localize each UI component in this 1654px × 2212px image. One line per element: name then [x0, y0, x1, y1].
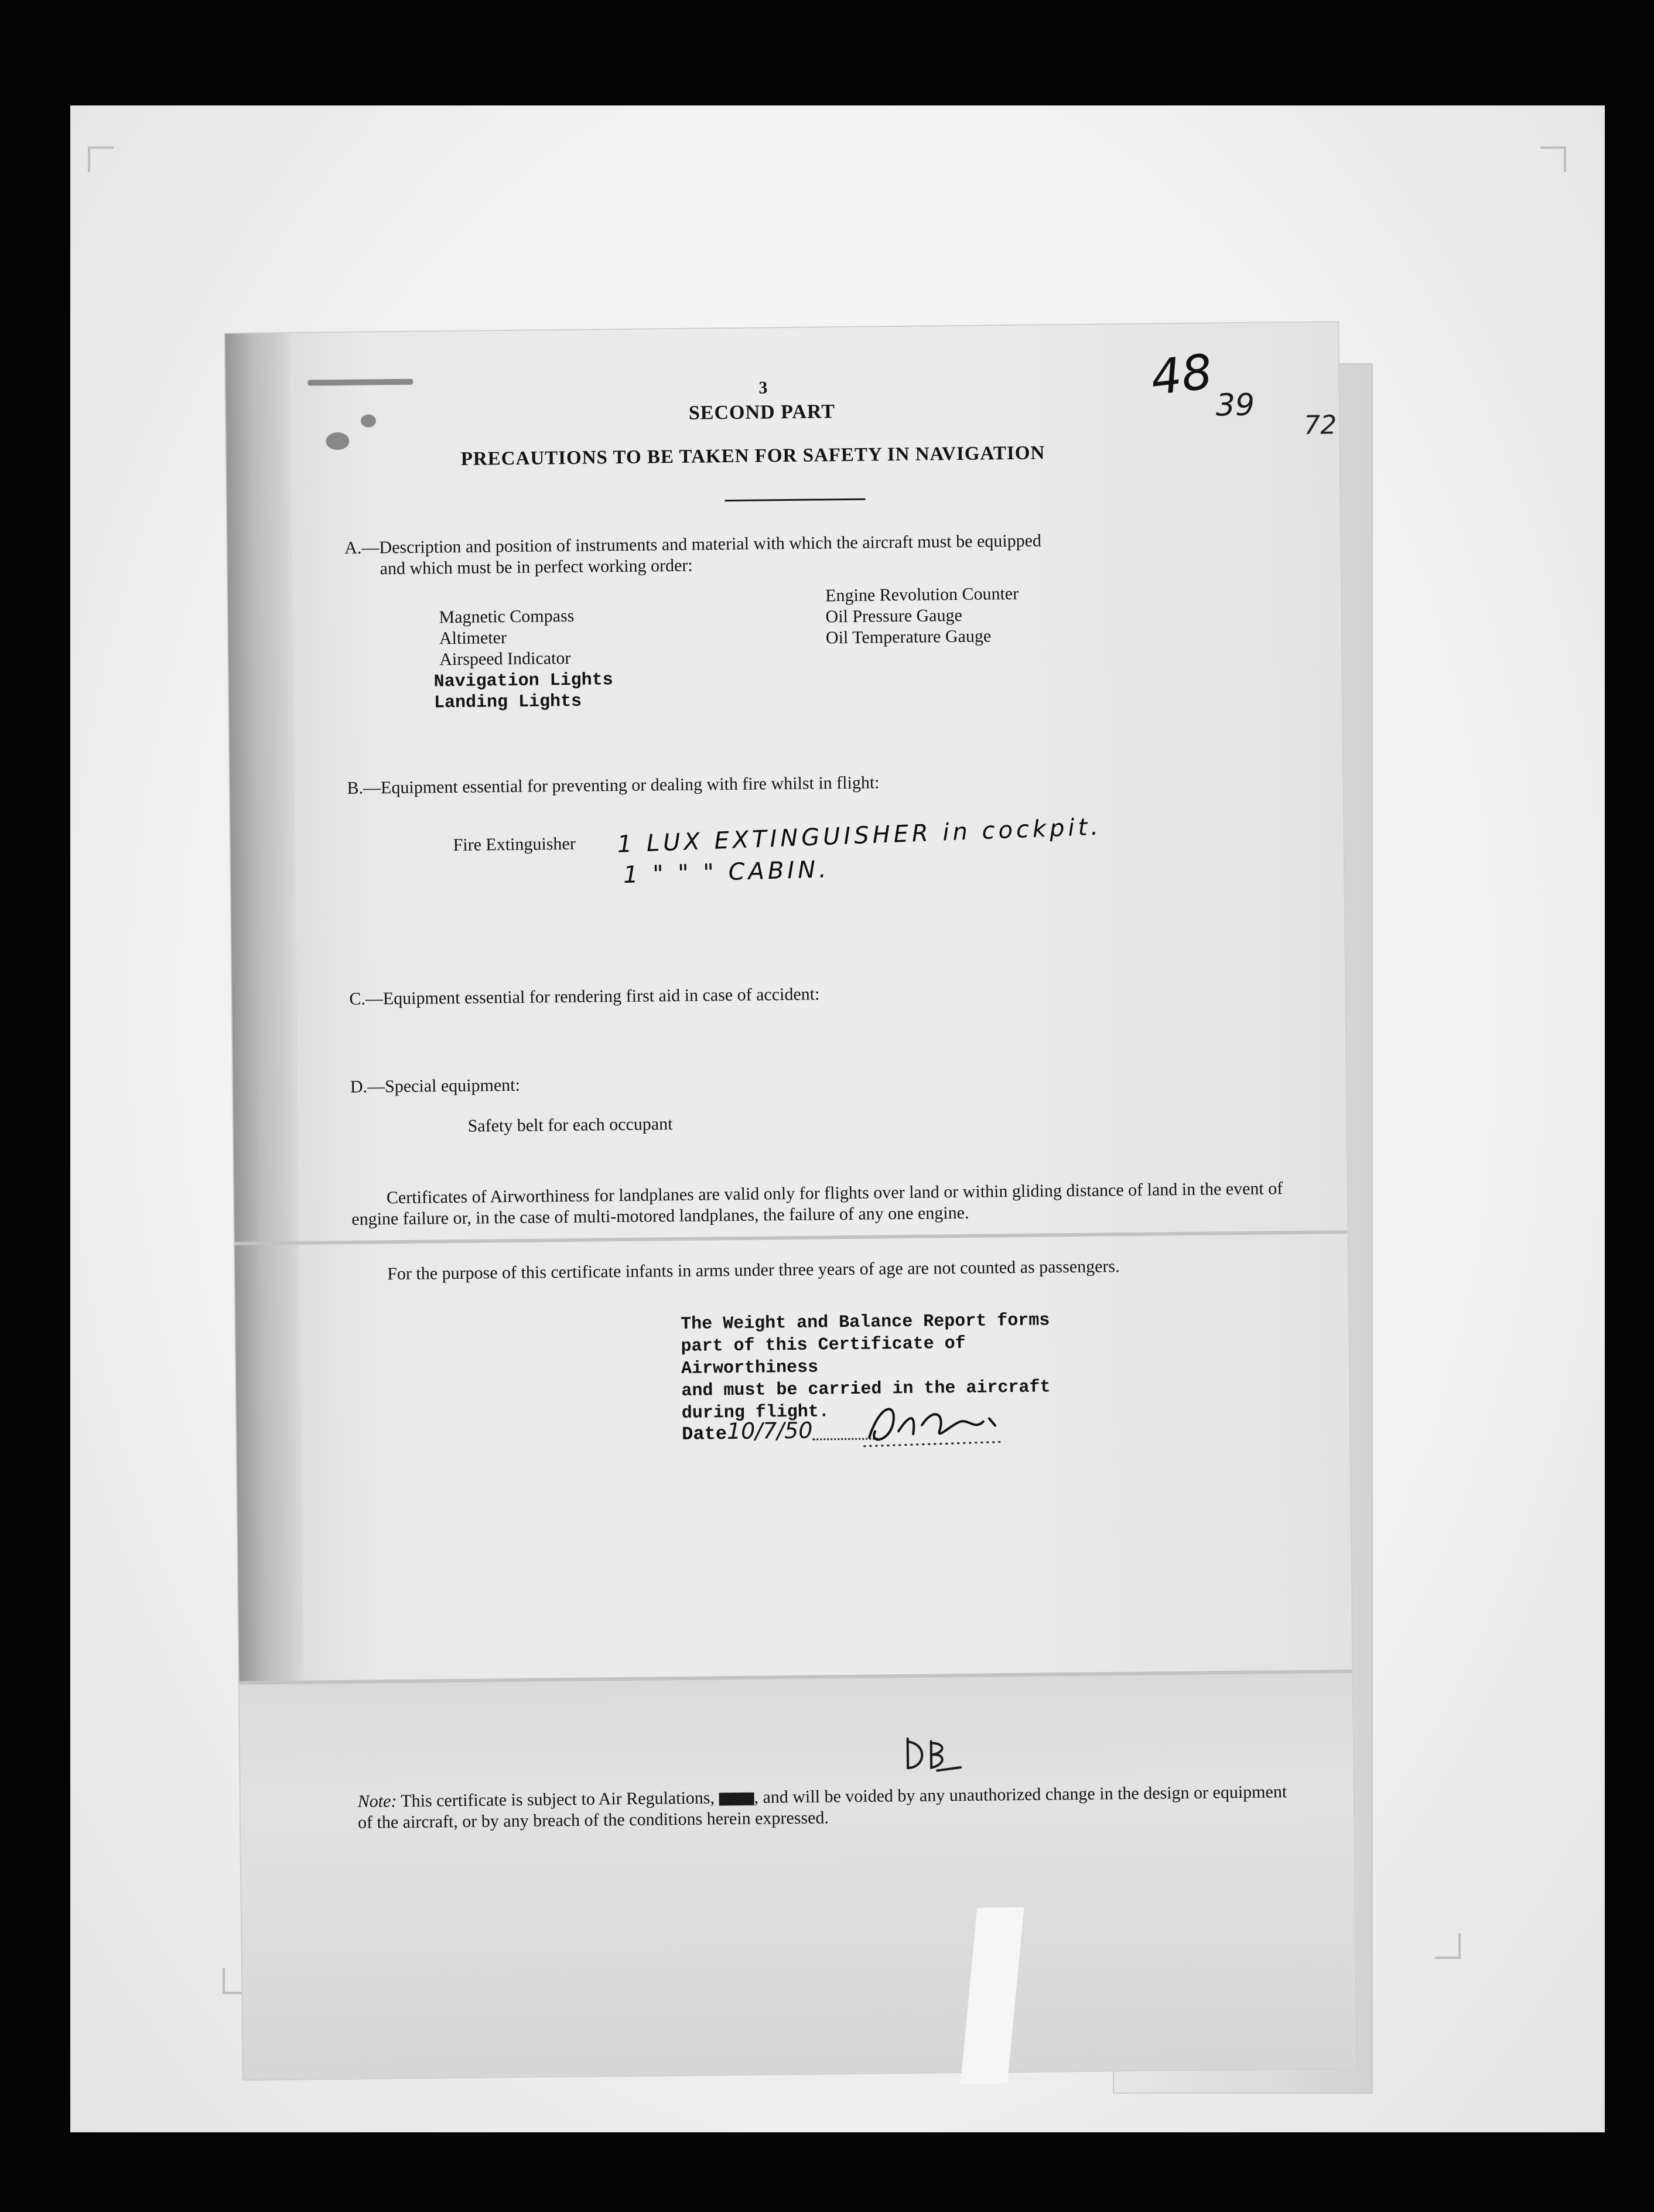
stamp-line: and must be carried in the aircraft — [681, 1377, 1051, 1401]
stain — [361, 414, 376, 427]
special-equipment-item: Safety belt for each occupant — [467, 1114, 673, 1136]
section-a-heading-line2: and which must be in perfect working order: — [380, 555, 693, 579]
fire-extinguisher-label: Fire Extinguisher — [453, 834, 576, 855]
corner-mark-top-right — [1540, 146, 1566, 172]
title-divider — [725, 499, 865, 502]
handwritten-extinguisher-entry: 1 LUX EXTINGUISHER in cockpit. — [616, 813, 1102, 858]
list-item: Engine Revolution Counter — [825, 583, 1019, 606]
handwritten-initials — [896, 1726, 966, 1780]
date-label: Date — [681, 1423, 727, 1445]
worn-bottom — [240, 1670, 1356, 2080]
note-text: This certificate is subject to Air Regulations, — [397, 1788, 719, 1811]
list-item: Oil Temperature Gauge — [825, 626, 992, 648]
stamp-line: The Weight and Balance Report forms — [681, 1310, 1050, 1334]
certificate-page — [225, 322, 1356, 2080]
handwritten-sub-number: 39 — [1215, 387, 1255, 424]
section-b-heading: B.—Equipment essential for preventing or dealing with fire whilst in flight: — [347, 773, 880, 798]
list-item: Navigation Lights — [433, 670, 613, 692]
validity-paragraph: Certificates of Airworthiness for landplanes are valid only for flights over land or within gliding distance of land in the event of engine failure or, in the case of multi-motored landplanes, the failure of any one engine. — [351, 1179, 1283, 1229]
corner-mark-bottom-right — [1435, 1933, 1461, 1959]
handwritten-edge-number: 72 — [1303, 410, 1337, 441]
part-title: SECOND PART — [688, 401, 836, 424]
redaction-mark — [719, 1793, 754, 1806]
infants-paragraph: For the purpose of this certificate infants in arms under three years of age are not counted as passengers. — [387, 1257, 1120, 1284]
instrument-list-left — [439, 606, 575, 670]
list-item: Oil Pressure Gauge — [825, 605, 963, 627]
stamp-line: during flight. — [681, 1402, 830, 1424]
note-label: Note: — [357, 1791, 397, 1811]
list-item: Airspeed Indicator — [439, 648, 571, 670]
handwritten-extinguisher-entry: 1 " " " CABIN. — [623, 856, 831, 889]
stamp-line: part of this Certificate of Airworthiness — [681, 1333, 966, 1379]
page-title: PRECAUTIONS TO BE TAKEN FOR SAFETY IN NAVIGATION — [460, 442, 1045, 470]
fold-line — [235, 1230, 1348, 1245]
handwritten-file-number: 48 — [1148, 344, 1215, 407]
list-item: Landing Lights — [433, 691, 582, 714]
signature — [857, 1389, 1010, 1455]
stain — [307, 379, 413, 386]
section-d-heading: D.—Special equipment: — [350, 1075, 521, 1097]
section-a-heading — [344, 528, 1259, 580]
list-item: Altimeter — [439, 628, 507, 648]
list-item: Magnetic Compass — [439, 606, 575, 627]
date-value: 10/7/50 — [726, 1417, 813, 1445]
section-c-heading: C.—Equipment essential for rendering first aid in case of accident: — [349, 984, 820, 1009]
section-a-heading-line1: A.—Description and position of instruments and material with which the aircraft must be equipped — [344, 531, 1042, 558]
stain — [326, 432, 349, 450]
page-number: 3 — [758, 378, 768, 398]
instrument-list-right — [825, 583, 1019, 648]
corner-mark-top-left — [88, 146, 114, 172]
note-text: , and will be voided by any unauthorized change in the design or equipment of the aircraft, or by any breach of the conditions herein expressed. — [357, 1782, 1287, 1832]
typed-instrument-list — [434, 670, 614, 714]
